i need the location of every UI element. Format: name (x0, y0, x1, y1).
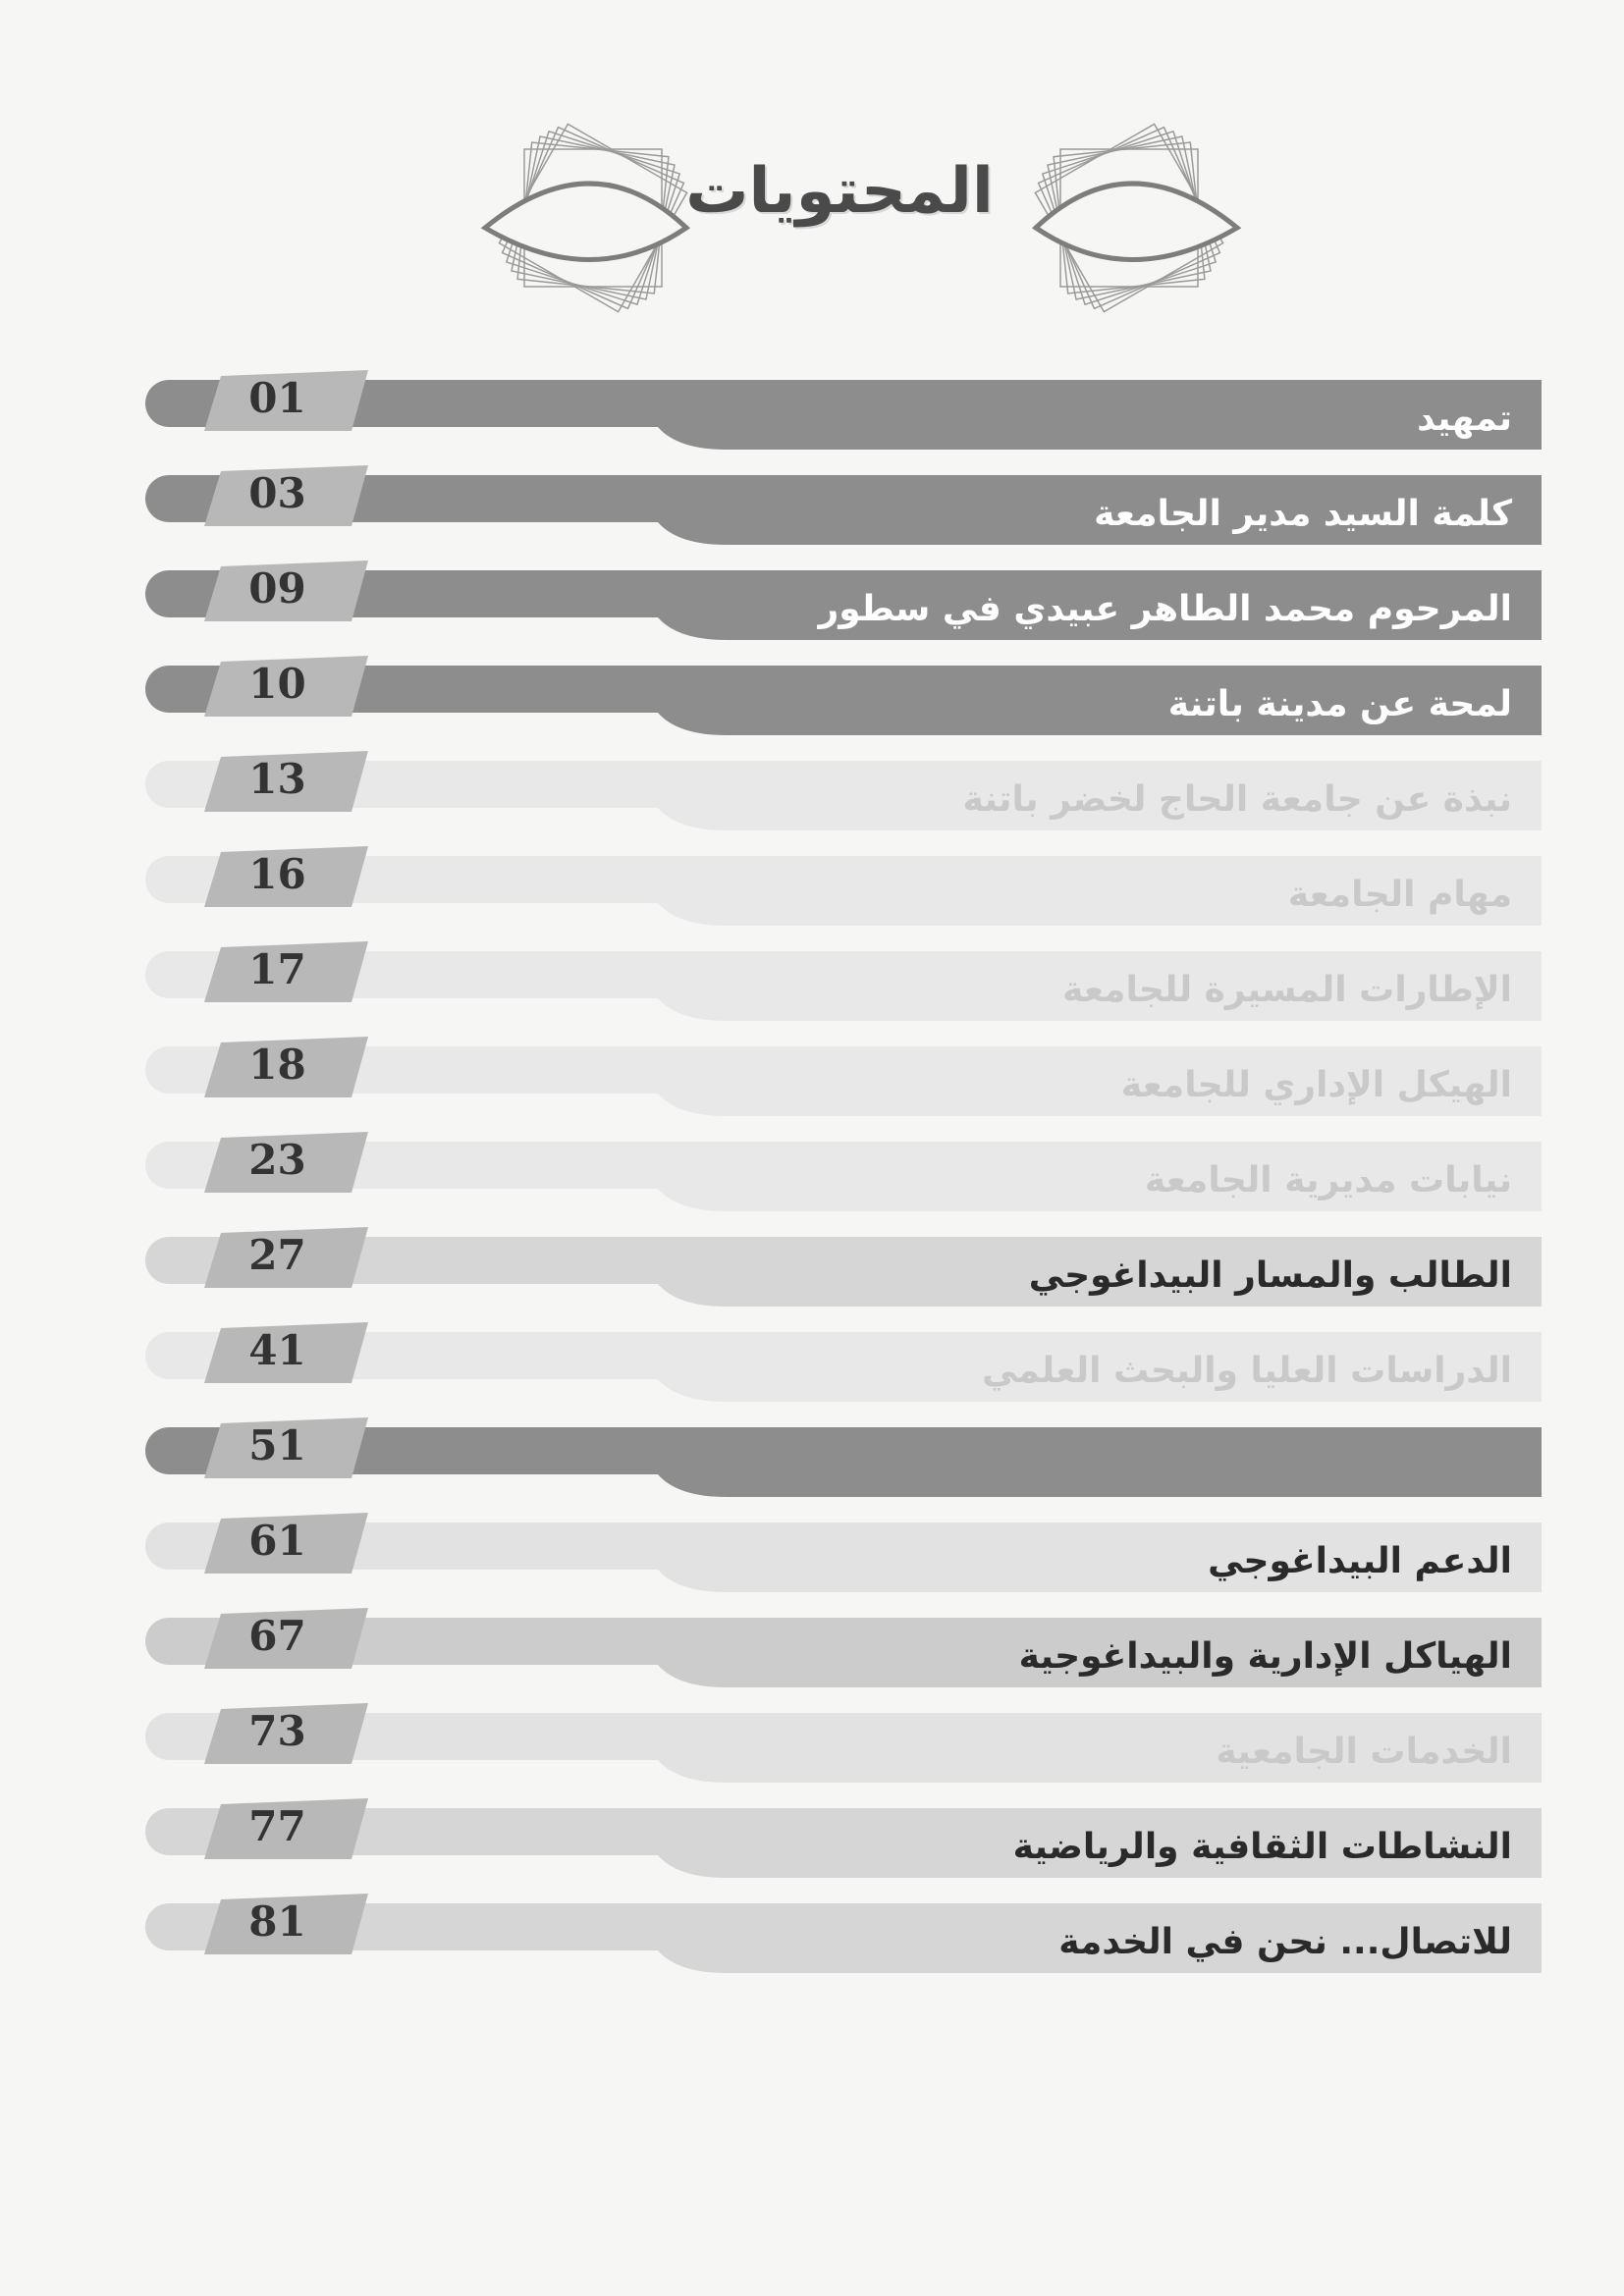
toc-entry[interactable] (128, 749, 1542, 844)
toc-title: الدعم البيداغوجي (1208, 1541, 1512, 1581)
toc-entry[interactable] (128, 1796, 1542, 1892)
toc-entry[interactable] (128, 1892, 1542, 1987)
toc-entry[interactable] (128, 1130, 1542, 1225)
toc-entry[interactable] (128, 1225, 1542, 1320)
toc-title: الهياكل الإدارية والبيداغوجية (1018, 1636, 1512, 1677)
toc-page-number: 81 (248, 1897, 306, 1946)
toc-title: مهام الجامعة (1287, 875, 1512, 915)
toc-title: المرحوم محمد الطاهر عبيدي في سطور (818, 589, 1512, 629)
toc-entry[interactable] (128, 1320, 1542, 1415)
toc-page-number: 13 (248, 755, 306, 803)
toc-page-number: 77 (248, 1802, 306, 1850)
toc-entry[interactable] (128, 939, 1542, 1035)
toc-title: الدراسات العليا والبحث العلمي (982, 1351, 1512, 1391)
toc-title: الخدمات الجامعية (1216, 1732, 1512, 1772)
toc-page-number: 03 (248, 469, 306, 517)
toc-page-number: 23 (248, 1136, 306, 1184)
toc-page-number: 61 (248, 1517, 306, 1565)
toc-page-number: 09 (248, 564, 306, 613)
toc-page-number: 01 (248, 374, 306, 422)
toc-title: الإطارات المسيرة للجامعة (1062, 970, 1512, 1010)
toc-title: للاتصال... نحن في الخدمة (1058, 1922, 1512, 1962)
toc-entry[interactable] (128, 654, 1542, 749)
toc-entry[interactable] (128, 1035, 1542, 1130)
toc-entry[interactable] (128, 1415, 1542, 1511)
toc-page-number: 16 (248, 850, 306, 898)
toc-page-number: 18 (248, 1041, 306, 1089)
toc-page-number: 73 (248, 1707, 306, 1755)
toc-entry[interactable] (128, 463, 1542, 559)
toc-title: لمحة عن مدينة باتنة (1167, 684, 1512, 724)
toc-title: نبذة عن جامعة الحاج لخضر باتنة (962, 779, 1512, 820)
table-of-contents (128, 368, 1542, 1987)
toc-title: كلمة السيد مدير الجامعة (1094, 494, 1512, 534)
ornament-left-icon (465, 120, 701, 316)
toc-page-number: 10 (248, 660, 306, 708)
toc-entry[interactable] (128, 1511, 1542, 1606)
toc-page-number: 17 (248, 945, 306, 993)
toc-title: تمهيد (1417, 399, 1512, 439)
ornament-right-icon (1021, 120, 1257, 316)
toc-entry[interactable] (128, 844, 1542, 939)
toc-title: الهيكل الإداري للجامعة (1120, 1065, 1512, 1105)
toc-entry[interactable] (128, 559, 1542, 654)
toc-title: نيابات مديرية الجامعة (1144, 1160, 1512, 1201)
page-title: المحتويات (685, 155, 994, 228)
contents-header (0, 108, 1624, 334)
toc-entry[interactable] (128, 1606, 1542, 1701)
toc-title: النشاطات الثقافية والرياضية (1012, 1827, 1512, 1867)
toc-page-number: 27 (248, 1231, 306, 1279)
toc-page-number: 41 (248, 1326, 306, 1374)
toc-entry[interactable] (128, 368, 1542, 463)
toc-page-number: 51 (248, 1421, 306, 1469)
toc-page-number: 67 (248, 1612, 306, 1660)
toc-entry[interactable] (128, 1701, 1542, 1796)
toc-title: الطالب والمسار البيداغوجي (1028, 1255, 1512, 1296)
